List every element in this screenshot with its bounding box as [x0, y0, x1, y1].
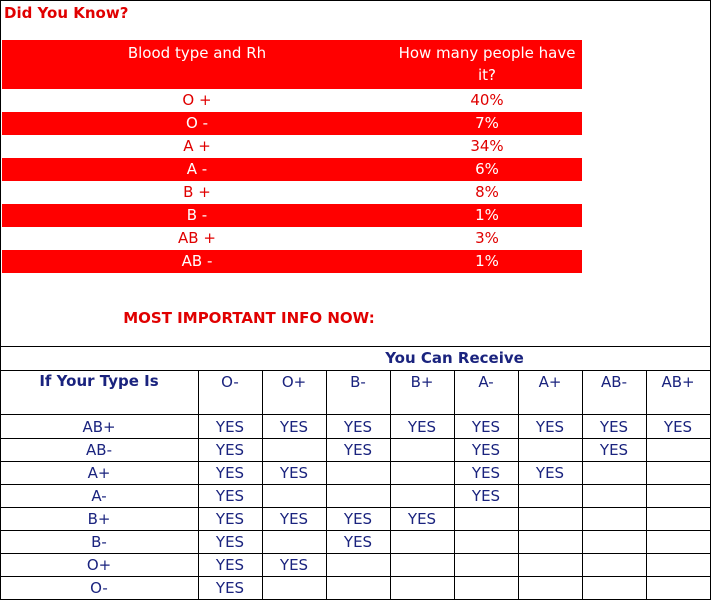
grid-line	[0, 414, 711, 415]
column-header: B-	[350, 373, 366, 391]
stats-blood-type: AB +	[178, 229, 216, 247]
row-blood-type: AB-	[86, 441, 112, 459]
grid-line	[0, 507, 711, 508]
grid-line	[0, 484, 711, 485]
stats-percentage: 1%	[475, 206, 499, 224]
stats-blood-type: AB -	[181, 252, 213, 270]
row-blood-type: B+	[87, 510, 111, 528]
compat-cell: YES	[279, 510, 309, 528]
stats-percentage: 6%	[475, 160, 499, 178]
column-header: A-	[478, 373, 494, 391]
compat-cell: YES	[599, 441, 629, 459]
compat-cell: YES	[535, 464, 565, 482]
stats-percentage: 1%	[475, 252, 499, 270]
grid-line	[390, 370, 391, 600]
column-header: O+	[281, 373, 307, 391]
stats-blood-type: B +	[183, 183, 211, 201]
stats-table-row	[2, 250, 582, 273]
row-blood-type: A+	[87, 464, 111, 482]
grid-line	[0, 461, 711, 462]
compat-cell: YES	[279, 464, 309, 482]
row-blood-type: B-	[91, 533, 107, 551]
compat-cell: YES	[535, 418, 565, 436]
header-how-many: How many people have it?	[398, 44, 576, 84]
stats-table-row	[2, 204, 582, 227]
compat-cell: YES	[215, 510, 245, 528]
compat-cell: YES	[279, 556, 309, 574]
compat-cell: YES	[279, 418, 309, 436]
stats-blood-type: O -	[186, 114, 208, 132]
stats-table-row	[2, 181, 582, 204]
stats-table-row	[2, 135, 582, 158]
grid-line	[518, 370, 519, 600]
compat-cell: YES	[407, 418, 437, 436]
compat-cell: YES	[663, 418, 693, 436]
column-header: B+	[410, 373, 434, 391]
stats-percentage: 3%	[475, 229, 499, 247]
grid-line	[0, 553, 711, 554]
if-your-type-header: If Your Type Is	[39, 372, 159, 390]
stats-blood-type: A +	[183, 137, 211, 155]
compat-cell: YES	[215, 418, 245, 436]
grid-line	[0, 370, 711, 371]
row-blood-type: O-	[90, 579, 108, 597]
row-blood-type: O+	[86, 556, 112, 574]
compat-cell: YES	[215, 441, 245, 459]
compat-cell: YES	[215, 487, 245, 505]
column-header: AB+	[661, 373, 695, 391]
compat-cell: YES	[471, 441, 501, 459]
page-title: Did You Know?	[4, 4, 129, 22]
stats-table-row	[2, 227, 582, 250]
compat-cell: YES	[471, 418, 501, 436]
compat-cell: YES	[215, 579, 245, 597]
compat-cell: YES	[215, 464, 245, 482]
grid-line	[0, 346, 711, 347]
header-blood-type: Blood type and Rh	[127, 44, 267, 62]
blood-type-stats-table	[2, 40, 582, 273]
stats-percentage: 8%	[475, 183, 499, 201]
compat-cell: YES	[343, 510, 373, 528]
compat-cell: YES	[599, 418, 629, 436]
grid-line	[0, 576, 711, 577]
stats-blood-type: B -	[186, 206, 208, 224]
grid-line	[0, 530, 711, 531]
compat-cell: YES	[407, 510, 437, 528]
compat-cell: YES	[215, 556, 245, 574]
stats-table-row	[2, 112, 582, 135]
column-header: A+	[538, 373, 562, 391]
stats-table-row	[2, 89, 582, 112]
stats-blood-type: A -	[186, 160, 208, 178]
grid-line	[326, 370, 327, 600]
grid-line	[582, 370, 583, 600]
compat-cell: YES	[215, 533, 245, 551]
compat-cell: YES	[343, 418, 373, 436]
stats-table-body	[2, 89, 582, 273]
important-heading	[0, 309, 711, 327]
stats-blood-type: O +	[182, 91, 212, 109]
compat-cell: YES	[343, 441, 373, 459]
grid-line	[646, 370, 647, 600]
stats-table-header	[2, 40, 582, 89]
stats-percentage: 7%	[475, 114, 499, 132]
compat-cell: YES	[471, 464, 501, 482]
column-header: AB-	[601, 373, 627, 391]
stats-percentage: 40%	[470, 91, 504, 109]
important-heading-text: MOST IMPORTANT INFO NOW:	[123, 309, 375, 327]
compat-cell: YES	[343, 533, 373, 551]
compat-cell: YES	[471, 487, 501, 505]
you-can-receive-header: You Can Receive	[385, 349, 524, 367]
stats-table-row	[2, 158, 582, 181]
column-header: O-	[221, 373, 239, 391]
grid-line	[0, 438, 711, 439]
grid-line	[454, 370, 455, 600]
row-blood-type: A-	[91, 487, 107, 505]
stats-percentage: 34%	[470, 137, 504, 155]
row-blood-type: AB+	[82, 418, 116, 436]
